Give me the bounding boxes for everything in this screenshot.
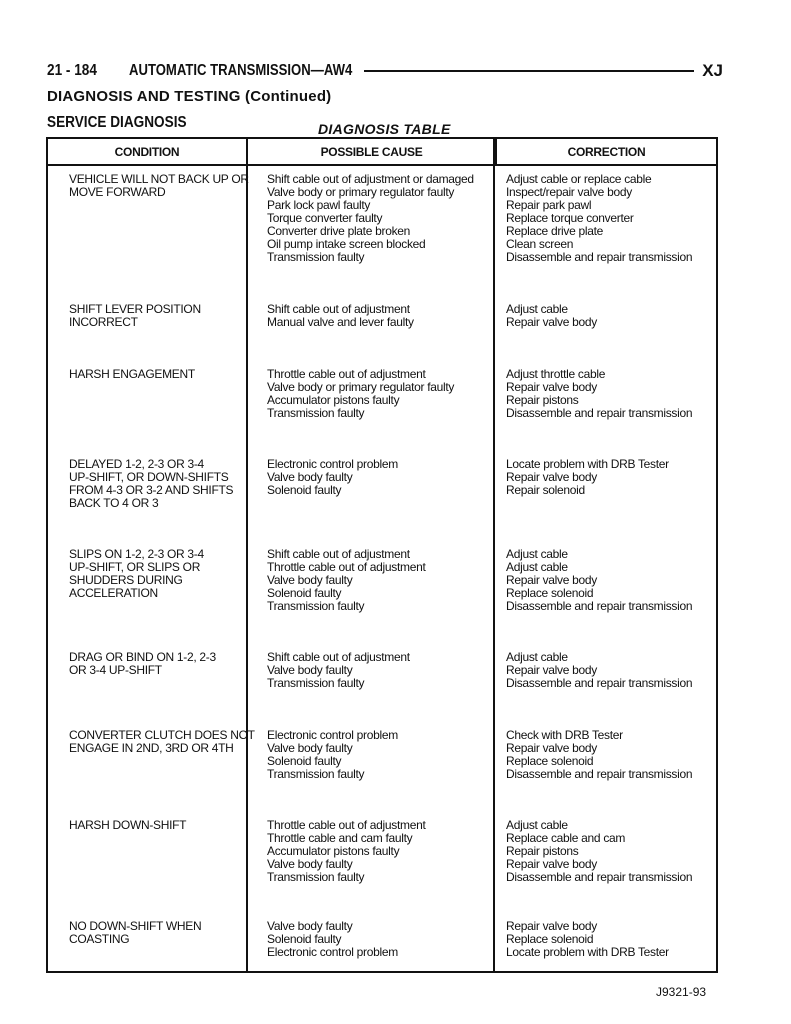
correction-line: Repair pistons xyxy=(506,393,579,407)
correction-line: Replace drive plate xyxy=(506,224,604,238)
condition-line: SHIFT LEVER POSITION xyxy=(69,302,201,316)
cause-line: Throttle cable out of adjustment xyxy=(267,560,426,574)
correction-line: Repair valve body xyxy=(506,470,597,484)
cause-cell xyxy=(267,173,492,264)
cause-cell xyxy=(267,303,492,329)
condition-line: NO DOWN-SHIFT WHEN xyxy=(69,919,202,933)
cause-line: Transmission faulty xyxy=(267,599,365,613)
table-header-row xyxy=(48,139,716,166)
condition-cell xyxy=(69,920,244,946)
cause-line: Valve body faulty xyxy=(267,857,353,871)
cause-line: Solenoid faulty xyxy=(267,754,342,768)
cause-line: Electronic control problem xyxy=(267,728,398,742)
section-continued: (Continued) xyxy=(245,88,332,105)
column-divider xyxy=(246,139,248,971)
cause-line: Shift cable out of adjustment xyxy=(267,547,410,561)
correction-line: Disassemble and repair transmission xyxy=(506,870,693,884)
condition-cell xyxy=(69,368,244,381)
condition-line: UP-SHIFT, OR DOWN-SHIFTS xyxy=(69,470,229,484)
condition-line: INCORRECT xyxy=(69,315,138,329)
cause-line: Valve body faulty xyxy=(267,741,353,755)
correction-cell xyxy=(506,729,716,781)
cause-line: Manual valve and lever faulty xyxy=(267,315,414,329)
cause-cell xyxy=(267,920,492,959)
column-header-correction: CORRECTION xyxy=(567,144,646,159)
correction-line: Repair solenoid xyxy=(506,483,585,497)
correction-line: Adjust throttle cable xyxy=(506,367,606,381)
condition-line: DELAYED 1-2, 2-3 OR 3-4 xyxy=(69,457,204,471)
section-title xyxy=(47,88,331,105)
correction-line: Disassemble and repair transmission xyxy=(506,250,693,264)
correction-line: Replace cable and cam xyxy=(506,831,626,845)
column-header-possible-cause: POSSIBLE CAUSE xyxy=(248,139,497,164)
cause-cell xyxy=(267,729,492,781)
cause-line: Shift cable out of adjustment xyxy=(267,302,410,316)
correction-line: Adjust cable xyxy=(506,302,568,316)
correction-cell xyxy=(506,368,716,420)
correction-cell xyxy=(506,651,716,690)
correction-line: Adjust cable xyxy=(506,818,568,832)
condition-cell xyxy=(69,819,244,832)
condition-line: MOVE FORWARD xyxy=(69,185,166,199)
condition-line: UP-SHIFT, OR SLIPS OR xyxy=(69,560,201,574)
cause-line: Valve body faulty xyxy=(267,470,353,484)
cause-line: Transmission faulty xyxy=(267,676,365,690)
condition-line: ENGAGE IN 2ND, 3RD OR 4TH xyxy=(69,741,234,755)
cause-line: Shift cable out of adjustment or damaged xyxy=(267,172,474,186)
column-header-condition: CONDITION xyxy=(48,139,248,164)
cause-line: Transmission faulty xyxy=(267,406,365,420)
cause-line: Valve body faulty xyxy=(267,663,353,677)
diagnosis-table xyxy=(46,137,718,973)
cause-line: Park lock pawl faulty xyxy=(267,198,371,212)
cause-line: Valve body or primary regulator faulty xyxy=(267,185,455,199)
correction-cell xyxy=(506,458,716,497)
condition-line: COASTING xyxy=(69,932,130,946)
correction-line: Inspect/repair valve body xyxy=(506,185,632,199)
condition-line: HARSH DOWN-SHIFT xyxy=(69,818,187,832)
condition-line: VEHICLE WILL NOT BACK UP OR xyxy=(69,172,249,186)
correction-line: Repair park pawl xyxy=(506,198,592,212)
correction-line: Repair valve body xyxy=(506,663,597,677)
cause-line: Transmission faulty xyxy=(267,870,365,884)
correction-line: Clean screen xyxy=(506,237,574,251)
cause-cell xyxy=(267,819,492,884)
cause-line: Solenoid faulty xyxy=(267,483,342,497)
correction-line: Disassemble and repair transmission xyxy=(506,676,693,690)
condition-line: ACCELERATION xyxy=(69,586,158,600)
cause-line: Transmission faulty xyxy=(267,767,365,781)
cause-cell xyxy=(267,368,492,420)
column-divider xyxy=(493,139,495,971)
cause-line: Transmission faulty xyxy=(267,250,365,264)
correction-cell xyxy=(506,548,716,613)
cause-line: Electronic control problem xyxy=(267,945,398,959)
correction-line: Disassemble and repair transmission xyxy=(506,599,693,613)
correction-line: Repair valve body xyxy=(506,315,597,329)
correction-line: Repair valve body xyxy=(506,380,597,394)
correction-line: Adjust cable xyxy=(506,547,568,561)
condition-line: SLIPS ON 1-2, 2-3 OR 3-4 xyxy=(69,547,204,561)
cause-line: Solenoid faulty xyxy=(267,586,342,600)
correction-line: Replace solenoid xyxy=(506,586,594,600)
page-number: 21 - 184 xyxy=(47,62,97,79)
correction-cell xyxy=(506,819,716,884)
table-title: DIAGNOSIS TABLE xyxy=(318,121,451,137)
condition-cell xyxy=(69,172,249,199)
correction-line: Locate problem with DRB Tester xyxy=(506,457,669,471)
cause-line: Valve body faulty xyxy=(267,573,353,587)
cause-line: Shift cable out of adjustment xyxy=(267,650,410,664)
correction-line: Disassemble and repair transmission xyxy=(506,406,693,420)
correction-line: Locate problem with DRB Tester xyxy=(506,945,669,959)
condition-line: BACK TO 4 OR 3 xyxy=(69,496,159,510)
cause-cell xyxy=(267,548,492,613)
correction-line: Adjust cable xyxy=(506,650,568,664)
correction-line: Repair valve body xyxy=(506,573,597,587)
condition-cell xyxy=(69,303,244,329)
cause-cell xyxy=(267,651,492,690)
cause-cell xyxy=(267,458,492,497)
condition-cell xyxy=(69,651,244,677)
condition-line: CONVERTER CLUTCH DOES NOT xyxy=(69,728,255,742)
correction-line: Replace solenoid xyxy=(506,932,594,946)
correction-cell xyxy=(506,303,716,329)
correction-line: Replace solenoid xyxy=(506,754,594,768)
cause-line: Oil pump intake screen blocked xyxy=(267,237,426,251)
cause-line: Torque converter faulty xyxy=(267,211,383,225)
correction-cell xyxy=(506,173,716,264)
correction-line: Repair pistons xyxy=(506,844,579,858)
subsection-title: SERVICE DIAGNOSIS xyxy=(47,114,187,131)
cause-line: Electronic control problem xyxy=(267,457,398,471)
cause-line: Solenoid faulty xyxy=(267,932,342,946)
correction-line: Check with DRB Tester xyxy=(506,728,623,742)
cause-line: Throttle cable and cam faulty xyxy=(267,831,413,845)
condition-cell xyxy=(69,728,255,755)
cause-line: Valve body faulty xyxy=(267,919,353,933)
correction-line: Repair valve body xyxy=(506,741,597,755)
model-code: XJ xyxy=(702,61,723,80)
section-title-text: DIAGNOSIS AND TESTING xyxy=(47,88,241,105)
cause-line: Throttle cable out of adjustment xyxy=(267,367,426,381)
cause-line: Accumulator pistons faulty xyxy=(267,393,400,407)
correction-cell xyxy=(506,920,716,959)
condition-line: FROM 4-3 OR 3-2 AND SHIFTS xyxy=(69,483,234,497)
cause-line: Converter drive plate broken xyxy=(267,224,411,238)
condition-line: OR 3-4 UP-SHIFT xyxy=(69,663,162,677)
correction-line: Adjust cable xyxy=(506,560,568,574)
correction-line: Adjust cable or replace cable xyxy=(506,172,652,186)
condition-cell xyxy=(69,458,244,510)
cause-line: Throttle cable out of adjustment xyxy=(267,818,426,832)
page-header xyxy=(47,60,723,82)
correction-line: Replace torque converter xyxy=(506,211,634,225)
figure-id: J9321-93 xyxy=(656,985,707,999)
condition-line: HARSH ENGAGEMENT xyxy=(69,367,195,381)
correction-line: Disassemble and repair transmission xyxy=(506,767,693,781)
correction-line: Repair valve body xyxy=(506,919,597,933)
chapter-title: AUTOMATIC TRANSMISSION—AW4 xyxy=(129,62,353,79)
condition-line: DRAG OR BIND ON 1-2, 2-3 xyxy=(69,650,216,664)
header-rule xyxy=(364,70,694,72)
cause-line: Accumulator pistons faulty xyxy=(267,844,400,858)
correction-line: Repair valve body xyxy=(506,857,597,871)
cause-line: Valve body or primary regulator faulty xyxy=(267,380,455,394)
condition-line: SHUDDERS DURING xyxy=(69,573,183,587)
condition-cell xyxy=(69,548,244,600)
